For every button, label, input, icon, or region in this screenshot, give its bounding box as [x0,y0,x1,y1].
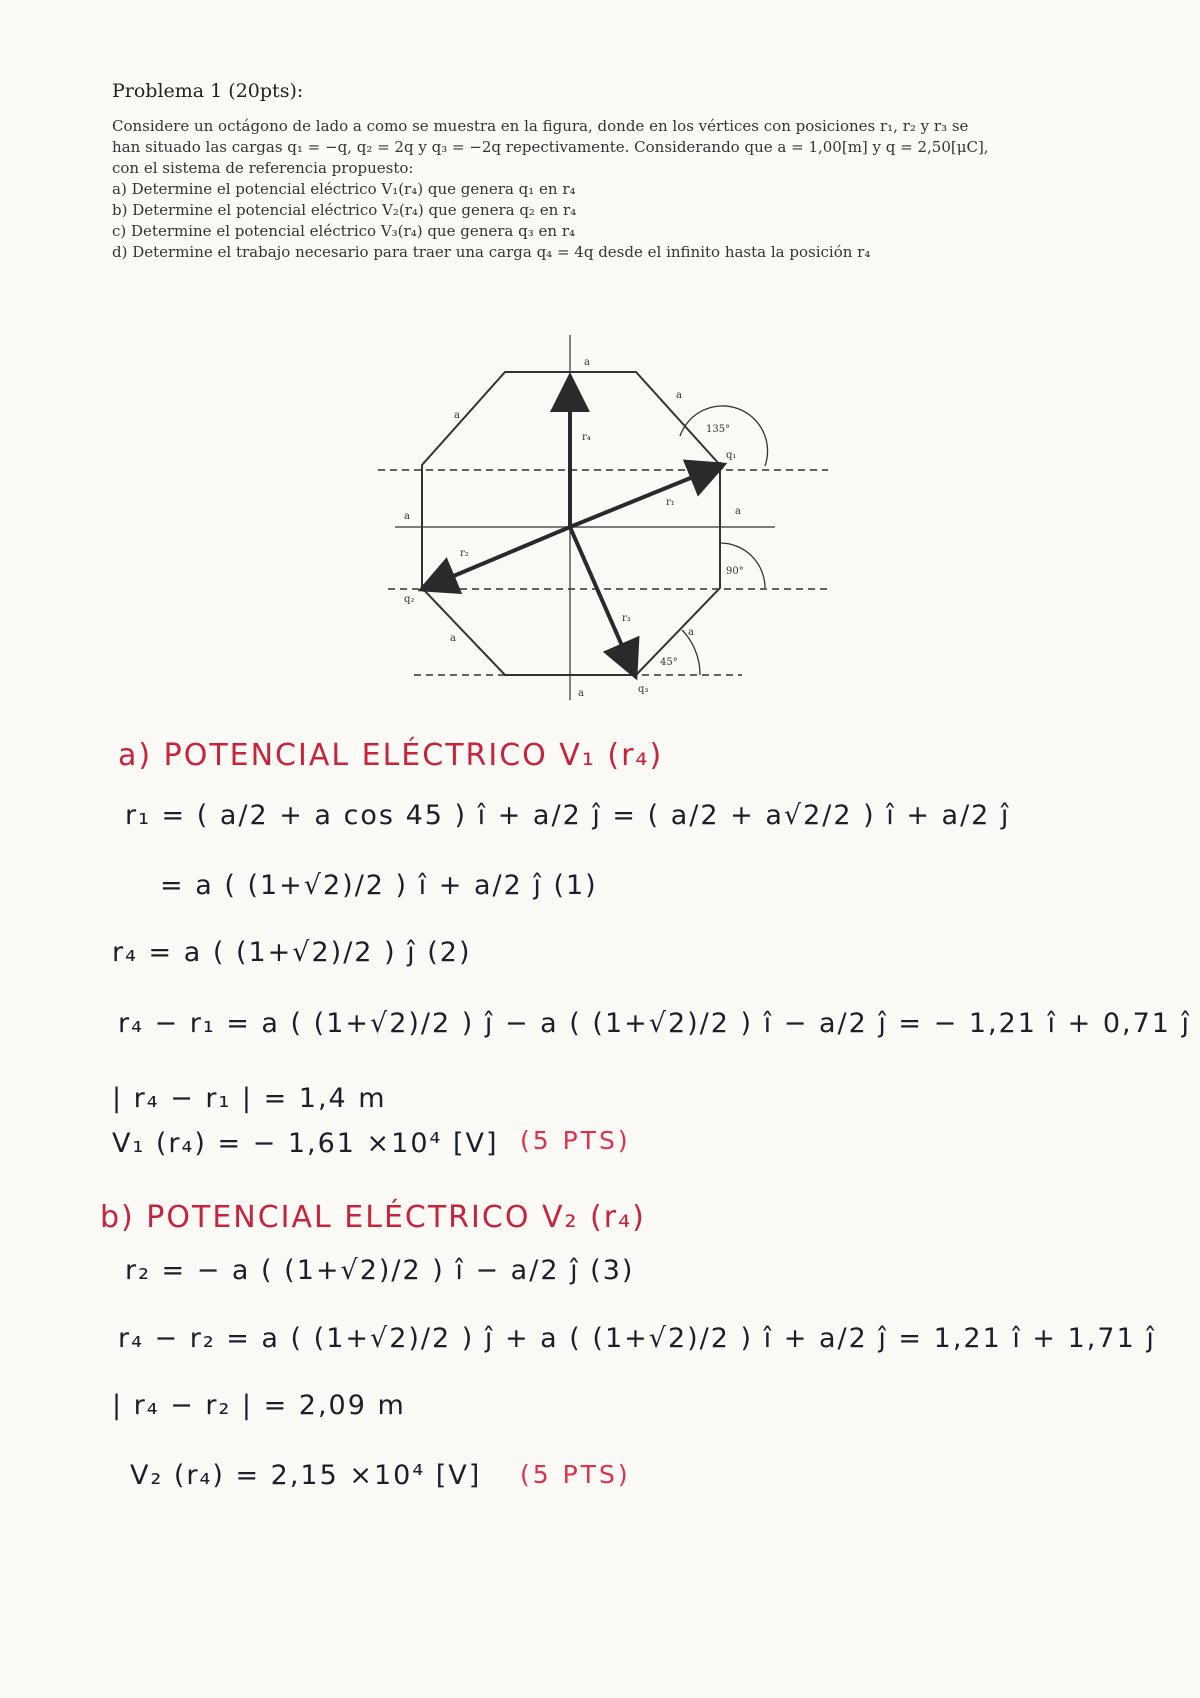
label-q1: q₁ [726,450,737,461]
label-r3: r₃ [622,613,631,624]
label-q3: q₃ [638,684,649,695]
question-d: d) Determine el trabajo necesario para traer una carga q₄ = 4q desde el infinito hasta la posición r₄ [112,243,871,261]
label-angle-45: 45° [660,657,678,668]
question-a: a) Determine el potencial eléctrico V₁(r₄) que genera q₁ en r₄ [112,180,576,198]
part-b-line-1: r₂ = − a ( (1+√2)/2 ) î − a/2 ĵ (3) [125,1255,635,1286]
statement-line-1: Considere un octágono de lado a como se muestra en la figura, donde en los vértices con posiciones r₁, r₂ y r₃ se [112,117,969,135]
part-a-line-1: r₁ = ( a/2 + a cos 45 ) î + a/2 ĵ = ( a/2 + a√2/2 ) î + a/2 ĵ [125,800,1011,831]
problem-title: Problema 1 (20pts): [112,80,304,102]
part-b-result: V₂ (r₄) = 2,15 ×10⁴ [V] [130,1460,482,1491]
question-c: c) Determine el potencial eléctrico V₃(r₄) que genera q₃ en r₄ [112,222,576,240]
label-q2: q₂ [404,594,415,605]
charge-q2-dot [421,584,429,592]
part-a-line-4: r₄ − r₁ = a ( (1+√2)/2 ) ĵ − a ( (1+√2)/2 ) î − a/2 ĵ = − 1,21 î + 0,71 ĵ [118,1008,1192,1039]
statement-line-2: han situado las cargas q₁ = −q, q₂ = 2q y q₃ = −2q repectivamente. Considerando que a = 1,00[m] y q = 2,50[μC], [112,138,989,156]
label-a-top-axis: a [584,357,590,368]
part-b-points: (5 PTS) [520,1460,631,1489]
statement-line-3: con el sistema de referencia propuesto: [112,159,414,177]
label-r1: r₁ [666,497,675,508]
label-a-left: a [404,511,410,522]
part-a-line-3: r₄ = a ( (1+√2)/2 ) ĵ (2) [112,937,472,968]
part-a-line-5: | r₄ − r₁ | = 1,4 m [112,1083,387,1114]
part-a-points: (5 PTS) [520,1126,631,1155]
part-b-line-2: r₄ − r₂ = a ( (1+√2)/2 ) ĵ + a ( (1+√2)/2 ) î + a/2 ĵ = 1,21 î + 1,71 ĵ [118,1323,1156,1354]
label-a-right: a [735,506,741,517]
part-b-line-3: | r₄ − r₂ | = 2,09 m [112,1390,406,1421]
part-b-heading: b) POTENCIAL ELÉCTRICO V₂ (r₄) [100,1200,646,1235]
label-angle-90: 90° [726,566,744,577]
part-a-line-2: = a ( (1+√2)/2 ) î + a/2 ĵ (1) [160,870,598,901]
vector-r1 [570,466,720,527]
label-a-top-right: a [676,390,682,401]
charge-q1-dot [716,462,724,470]
label-a-bottom-axis: a [578,688,584,699]
label-angle-135: 135° [706,424,731,435]
label-a-top-left: a [454,410,460,421]
question-b: b) Determine el potencial eléctrico V₂(r₄) que genera q₂ en r₄ [112,201,577,219]
vector-r2 [425,527,570,588]
part-a-heading: a) POTENCIAL ELÉCTRICO V₁ (r₄) [118,738,664,773]
label-r4: r₄ [582,432,591,443]
label-r2: r₂ [460,548,469,559]
label-a-bottom-left: a [450,633,456,644]
part-a-result: V₁ (r₄) = − 1,61 ×10⁴ [V] [112,1128,499,1159]
vector-r3 [570,527,634,673]
label-a-bottom-right: a [688,627,694,638]
